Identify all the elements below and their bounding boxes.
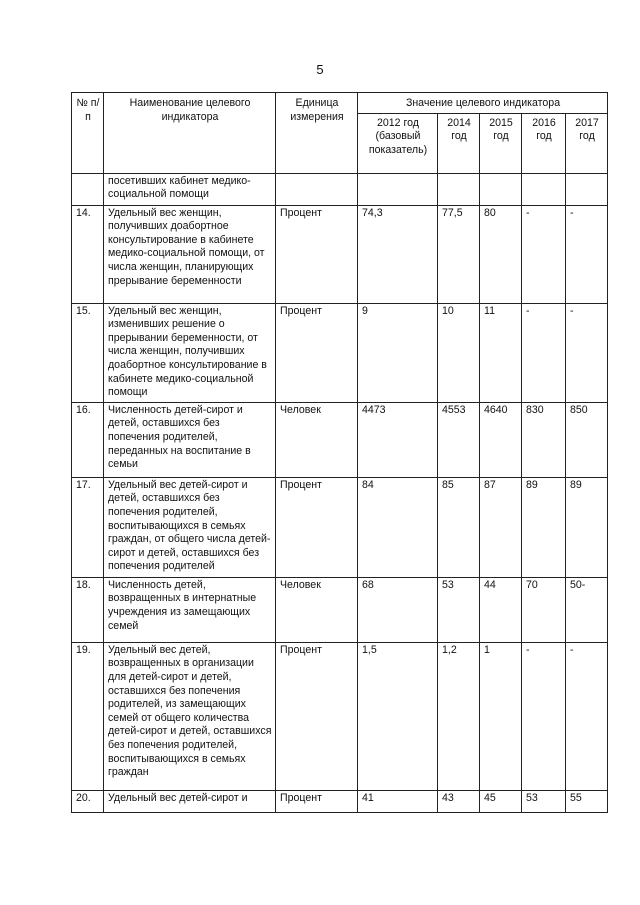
value-2016: [522, 173, 566, 205]
indicator-unit: Человек: [276, 577, 358, 642]
value-2015: 87: [480, 477, 522, 577]
row-number: 19.: [72, 642, 104, 790]
row-number: 18.: [72, 577, 104, 642]
value-2012: 41: [358, 790, 438, 812]
value-2012: 9: [358, 303, 438, 402]
value-2014: [438, 173, 480, 205]
value-2017: 50-: [566, 577, 608, 642]
indicator-unit: Процент: [276, 477, 358, 577]
value-2012: [358, 173, 438, 205]
table-row: [72, 642, 608, 790]
value-2016: 830: [522, 402, 566, 477]
indicator-unit: Процент: [276, 642, 358, 790]
value-2012: 1,5: [358, 642, 438, 790]
header-num: № п/п: [72, 93, 104, 174]
indicator-name: Удельный вес женщин, получивших доабортное консультирование в кабинете медико-социальной помощи, от числа женщин, планирующих прерывание беременности: [104, 205, 276, 303]
value-2014: 77,5: [438, 205, 480, 303]
page-number: 5: [316, 62, 324, 77]
value-2016: -: [522, 303, 566, 402]
value-2015: 44: [480, 577, 522, 642]
header-year-2015: 2015 год: [480, 113, 522, 173]
row-number: 15.: [72, 303, 104, 402]
value-2012: 74,3: [358, 205, 438, 303]
indicator-name: посетивших кабинет медико-социальной помощи: [104, 173, 276, 205]
header-values-group: Значение целевого индикатора: [358, 93, 608, 114]
value-2017: -: [566, 205, 608, 303]
value-2017: 89: [566, 477, 608, 577]
table-row: [72, 790, 608, 812]
table-row: [72, 477, 608, 577]
value-2014: 43: [438, 790, 480, 812]
value-2016: -: [522, 205, 566, 303]
indicator-name: Удельный вес детей-сирот и детей, оставшихся без попечения родителей, воспитывающихся в семьях граждан, от общего числа детей-сирот и детей, оставшихся без попечения родителей: [104, 477, 276, 577]
indicator-name: Удельный вес детей-сирот и: [104, 790, 276, 812]
table-row: [72, 303, 608, 402]
value-2016: 89: [522, 477, 566, 577]
value-2016: -: [522, 642, 566, 790]
indicator-unit: Процент: [276, 790, 358, 812]
value-2016: 53: [522, 790, 566, 812]
value-2014: 10: [438, 303, 480, 402]
value-2015: [480, 173, 522, 205]
header-year-2016: 2016 год: [522, 113, 566, 173]
indicator-table: [71, 92, 608, 813]
header-name: Наименование целевого индикатора: [104, 93, 276, 174]
value-2015: 80: [480, 205, 522, 303]
indicator-unit: Человек: [276, 402, 358, 477]
value-2017: 850: [566, 402, 608, 477]
value-2016: 70: [522, 577, 566, 642]
indicator-name: Численность детей, возвращенных в интернатные учреждения из замещающих семей: [104, 577, 276, 642]
indicator-name: Удельный вес детей, возвращенных в организации для детей-сирот и детей, оставшихся без попечения родителей, из замещающих семей от общего количества детей-сирот и детей, оставшихся без попечения родителей, воспитывающихся в семьях граждан: [104, 642, 276, 790]
value-2012: 4473: [358, 402, 438, 477]
value-2014: 1,2: [438, 642, 480, 790]
table-row: [72, 205, 608, 303]
value-2015: 1: [480, 642, 522, 790]
value-2017: 55: [566, 790, 608, 812]
indicator-unit: Процент: [276, 205, 358, 303]
indicator-name: Численность детей-сирот и детей, оставшихся без попечения родителей, переданных на воспитание в семьи: [104, 402, 276, 477]
header-year-2012: 2012 год (базовый показатель): [358, 113, 438, 173]
table-row: [72, 402, 608, 477]
value-2017: -: [566, 642, 608, 790]
row-number: 17.: [72, 477, 104, 577]
table-row: [72, 577, 608, 642]
header-unit: Единица измерения: [276, 93, 358, 174]
value-2012: 84: [358, 477, 438, 577]
indicator-unit: [276, 173, 358, 205]
value-2015: 11: [480, 303, 522, 402]
row-number: 20.: [72, 790, 104, 812]
indicator-name: Удельный вес женщин, изменивших решение о прерывании беременности, от числа женщин, получивших доабортное консультирование в кабинете медико-социальной помощи: [104, 303, 276, 402]
indicator-unit: Процент: [276, 303, 358, 402]
value-2015: 45: [480, 790, 522, 812]
value-2015: 4640: [480, 402, 522, 477]
row-number: 16.: [72, 402, 104, 477]
value-2012: 68: [358, 577, 438, 642]
value-2014: 53: [438, 577, 480, 642]
table-row: [72, 173, 608, 205]
header-year-2017: 2017 год: [566, 113, 608, 173]
value-2014: 4553: [438, 402, 480, 477]
header-row: [72, 93, 608, 114]
row-number: [72, 173, 104, 205]
value-2017: -: [566, 303, 608, 402]
value-2017: [566, 173, 608, 205]
header-year-2014: 2014 год: [438, 113, 480, 173]
row-number: 14.: [72, 205, 104, 303]
value-2014: 85: [438, 477, 480, 577]
